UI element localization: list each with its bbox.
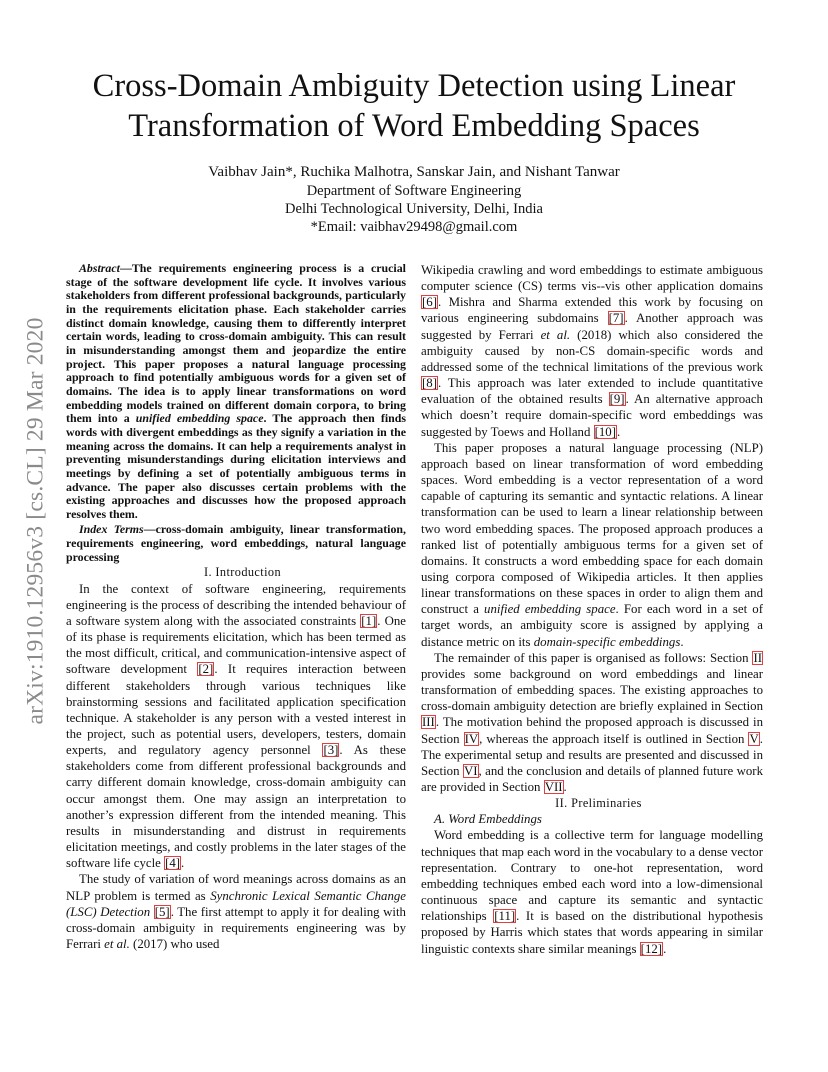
- emphasis-term: domain-specific embeddings: [533, 634, 681, 649]
- intro-paragraph-2-continued: [421, 262, 763, 440]
- citation-link[interactable]: [1]: [361, 613, 377, 628]
- text-run: . It requires interaction between different stakeholders through various techniques like brainstorming sessions and facilitated application specification technique. A stakeholder is any person with a vested interest in the project, such as potential users, developers, testers, domain experts, and regulatory agency personnel: [66, 662, 406, 758]
- intro-paragraph-4: [421, 650, 763, 795]
- affiliation-university: Delhi Technological University, Delhi, India: [285, 201, 543, 217]
- section-link[interactable]: VII: [544, 780, 563, 794]
- paper-title: Cross-Domain Ambiguity Detection using Linear Transformation of Word Embedding Spaces: [92, 68, 736, 144]
- text-run: , and the conclusion and details of planned future work are provided in Section: [421, 763, 763, 794]
- section-heading-preliminaries: II. Preliminaries: [555, 796, 642, 811]
- text-run: . As these stakeholders come from different professional backgrounds and carry different domain knowledge, cross-domain ambiguity can occur amongst them. One may assign an interpretation to another’s expression different from the intended meaning. This results in misunderstanding and distrust in requirements elicitation meetings, and costly problems in the later stages of the software life cycle: [66, 743, 406, 871]
- text-run: (2017) who used: [129, 937, 220, 952]
- author-names: Vaibhav Jain*, Ruchika Malhotra, Sanskar Jain, and Nishant Tanwar: [208, 164, 620, 180]
- text-run: . The experimental setup and results are presented and discussed in Section: [421, 731, 763, 778]
- citation-link[interactable]: [2]: [198, 662, 214, 677]
- intro-paragraph-1: [66, 581, 406, 872]
- citation-link[interactable]: [10]: [594, 424, 616, 439]
- intro-paragraph-2: [66, 871, 406, 952]
- subsection-heading-word-embeddings: A. Word Embeddings: [434, 812, 542, 827]
- index-terms-label: Index Terms: [79, 522, 144, 537]
- citation-link[interactable]: [12]: [640, 941, 663, 956]
- text-run: . An alternative approach which doesn’t require domain-specific word embeddings was suggested by Toews and Holland: [421, 392, 763, 439]
- text-run: .: [680, 634, 684, 649]
- text-run: provides some background on word embeddings and linear transformation of embedding spaces. The existing approaches to cross-domain ambiguity detection are briefly explained in Section: [421, 666, 763, 714]
- author-email: *Email: vaibhav29498@gmail.com: [310, 219, 518, 235]
- word-embeddings-paragraph: [421, 827, 763, 956]
- emphasis-term: et al.: [540, 327, 571, 342]
- text-run: .: [563, 780, 567, 794]
- section-link[interactable]: V: [749, 731, 759, 746]
- text-run: Word embedding is a collective term for language modelling techniques that map each word in the vocabulary to a dense vector representation. Contrary to one-hot representation, word embedding techniques embed each word into a low-dimensional continuous space and capture its semantic and syntactic relationships: [421, 828, 763, 924]
- citation-link[interactable]: [8]: [422, 376, 437, 391]
- abstract-text-1: —The requirements engineering process is a crucial stage of the software development life cycle. It involves various stakeholders from different professional backgrounds, particularly in the requirements elicitation phase. Each stakeholder carries distinct domain knowledge, causing them to differently interpret certain words, leading to cross-domain ambiguity. This can result in misunderstanding amongst them and jeopardize the entire project. This paper proposes a natural language processing approach to find potentially ambiguous words for a given set of domains. The idea is to apply linear transformations on word embedding models trained on different domain corpora, to bring them into a: [66, 261, 406, 426]
- emphasis-term: unified embedding space: [484, 602, 616, 617]
- section-link[interactable]: IV: [464, 731, 479, 746]
- abstract-emphasis: unified embedding space: [135, 411, 264, 426]
- abstract-text-2: . The approach then finds words with divergent embeddings as they signify a variation in the meaning across the domains. It can help a requirements analyst in preventing misunderstandings during elicitation interviews and meetings by defining a set of potentially ambiguous terms in advance. The paper also discusses certain problems with the existing approaches and discusses how the proposed approach resolves them.: [66, 411, 406, 521]
- author-block: [100, 163, 728, 236]
- text-run: . The first attempt to apply it for dealing with cross-domain ambiguity in requirements engineering was by Ferrari: [66, 904, 406, 952]
- citation-link[interactable]: [9]: [609, 392, 625, 407]
- citation-link[interactable]: [3]: [323, 743, 339, 758]
- text-run: Wikipedia crawling and word embeddings to estimate ambiguous computer science (CS) terms vis--vis other application domains: [421, 263, 763, 294]
- arxiv-stamp-text: arXiv:1910.12956v3 [cs.CL] 29 Mar 2020: [22, 316, 49, 725]
- citation-link[interactable]: [5]: [154, 904, 170, 919]
- text-run: .: [617, 424, 621, 439]
- arxiv-stamp: [14, 283, 58, 758]
- text-run: (2018) which also considered the ambiguity caused by non-CS domain-specific words and addressed some of the technical limitations of the previous work: [421, 327, 764, 374]
- section-heading-introduction: I. Introduction: [203, 565, 282, 580]
- text-run: This paper proposes a natural language processing (NLP) approach based on linear transformation of word embedding spaces. Word embedding is a vector representation of a word capable of capturing its semantic and syntactic relations. A linear transformation can be used to learn a linear relationship between two word embedding spaces. The proposed approach produces a ranked list of potentially ambiguous terms for a given set of domains. It constructs a word embedding space for each domain using corpora composed of Wikipedia articles. It then applies linear transformations on these spaces in order to align them and construct a: [421, 440, 763, 617]
- index-terms-text: —cross-domain ambiguity, linear transformation, requirements engineering, word embeddings, natural language processing: [66, 522, 406, 564]
- right-column: [421, 262, 763, 957]
- citation-link[interactable]: [6]: [422, 295, 437, 310]
- left-column: [66, 262, 406, 952]
- text-run: . For each word in a set of target words, an ambiguity score is assigned by applying a distance metric on its: [421, 602, 764, 649]
- abstract: [66, 262, 406, 521]
- text-run: In the context of software engineering, requirements engineering is the process of describing the intended behaviour of a software system along with the associated constraints: [66, 581, 406, 628]
- section-link[interactable]: VI: [463, 763, 478, 778]
- citation-link[interactable]: [4]: [165, 856, 181, 871]
- affiliation-department: Department of Software Engineering: [306, 183, 522, 199]
- text-run: . This approach was later extended to include quantitative evaluation of the obtained results: [421, 376, 763, 407]
- emphasis-term: Synchronic Lexical Semantic Change (LSC) Detection: [66, 888, 406, 919]
- text-run: .: [663, 941, 667, 956]
- text-run: .: [181, 856, 185, 871]
- text-run: . Another approach was suggested by Ferrari: [421, 311, 763, 342]
- text-run: The study of variation of word meanings across domains as an NLP problem is termed as: [66, 872, 406, 903]
- text-run: . Mishra and Sharma extended this work by focusing on various engineering subdomains: [421, 295, 763, 326]
- text-run: . The motivation behind the proposed approach is discussed in Section: [421, 715, 763, 746]
- intro-paragraph-3: [421, 440, 763, 650]
- abstract-label: Abstract: [79, 261, 120, 275]
- text-run: . One of its phase is requirements elicitation, which has been termed as the most difficult, critical, and communication-intensive aspect of software development: [66, 613, 406, 677]
- text-run: . It is based on the distributional hypothesis proposed by Harris which states that words appearing in similar linguistic contexts share similar meanings: [421, 909, 763, 956]
- text-run: , whereas the approach itself is outlined in Section: [479, 731, 749, 746]
- emphasis-term: et al.: [104, 937, 130, 952]
- section-link[interactable]: III: [422, 715, 435, 730]
- index-terms: [66, 523, 406, 564]
- citation-link[interactable]: [7]: [608, 311, 624, 326]
- text-run: The remainder of this paper is organised as follows: Section: [434, 650, 753, 665]
- section-link[interactable]: II: [753, 650, 762, 665]
- citation-link[interactable]: [11]: [494, 909, 516, 924]
